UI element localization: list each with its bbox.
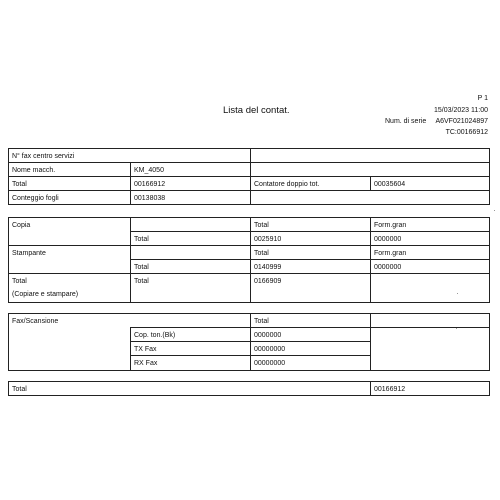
serial-label: Num. di serie <box>385 118 427 125</box>
sheet-count-label: Conteggio fogli <box>12 195 59 202</box>
copy-total-row-label: Total <box>134 236 149 243</box>
machine-name-value: KM_4050 <box>134 167 164 174</box>
scan-speck <box>494 210 495 211</box>
toner-copy-label: Cop. ton.(Bk) <box>134 332 176 339</box>
overall-total-value: 00166912 <box>374 386 406 393</box>
grand-total-value: 0166909 <box>254 278 282 285</box>
serial-number: A6VF021024897 <box>435 118 488 125</box>
fax-scan-label: Fax/Scansione <box>12 318 59 325</box>
tx-fax-label: TX Fax <box>134 346 157 353</box>
double-counter-value: 00035604 <box>374 181 406 188</box>
sheet-count-value: 00138038 <box>134 195 166 202</box>
grand-total-sublabel: (Copiare e stampare) <box>12 291 79 298</box>
scan-speck <box>456 328 457 329</box>
scan-speck <box>457 293 458 294</box>
machine-name-label: Nome macch. <box>12 167 56 174</box>
rx-fax-value: 00000000 <box>254 360 286 367</box>
printer-form-value: 0000000 <box>374 264 402 271</box>
grand-total-label: Total <box>12 278 27 285</box>
overall-total-label: Total <box>12 386 27 393</box>
copy-form-header: Form.gran <box>374 222 407 229</box>
report-datetime: 15/03/2023 11:00 <box>434 107 488 114</box>
total-label: Total <box>12 181 27 188</box>
copy-label: Copia <box>12 222 31 229</box>
printer-label: Stampante <box>12 250 46 257</box>
printer-total-row-label: Total <box>134 264 149 271</box>
tx-fax-value: 00000000 <box>254 346 286 353</box>
toner-copy-value: 0000000 <box>254 332 282 339</box>
printer-total-value: 0140999 <box>254 264 282 271</box>
rx-fax-label: RX Fax <box>134 360 158 367</box>
fax-center-label: N° fax centro servizi <box>12 153 75 160</box>
printer-form-header: Form.gran <box>374 250 407 257</box>
total-value: 00166912 <box>134 181 166 188</box>
printer-total-header: Total <box>254 250 269 257</box>
grand-total-row-label: Total <box>134 278 149 285</box>
report-title: Lista del contat. <box>223 105 290 116</box>
copy-total-header: Total <box>254 222 269 229</box>
double-counter-label: Contatore doppio tot. <box>254 181 320 188</box>
page-number: P 1 <box>477 95 488 102</box>
tc-counter: TC:00166912 <box>445 129 488 136</box>
fax-total-header: Total <box>254 318 269 325</box>
copy-total-value: 0025910 <box>254 236 282 243</box>
copy-form-value: 0000000 <box>374 236 402 243</box>
